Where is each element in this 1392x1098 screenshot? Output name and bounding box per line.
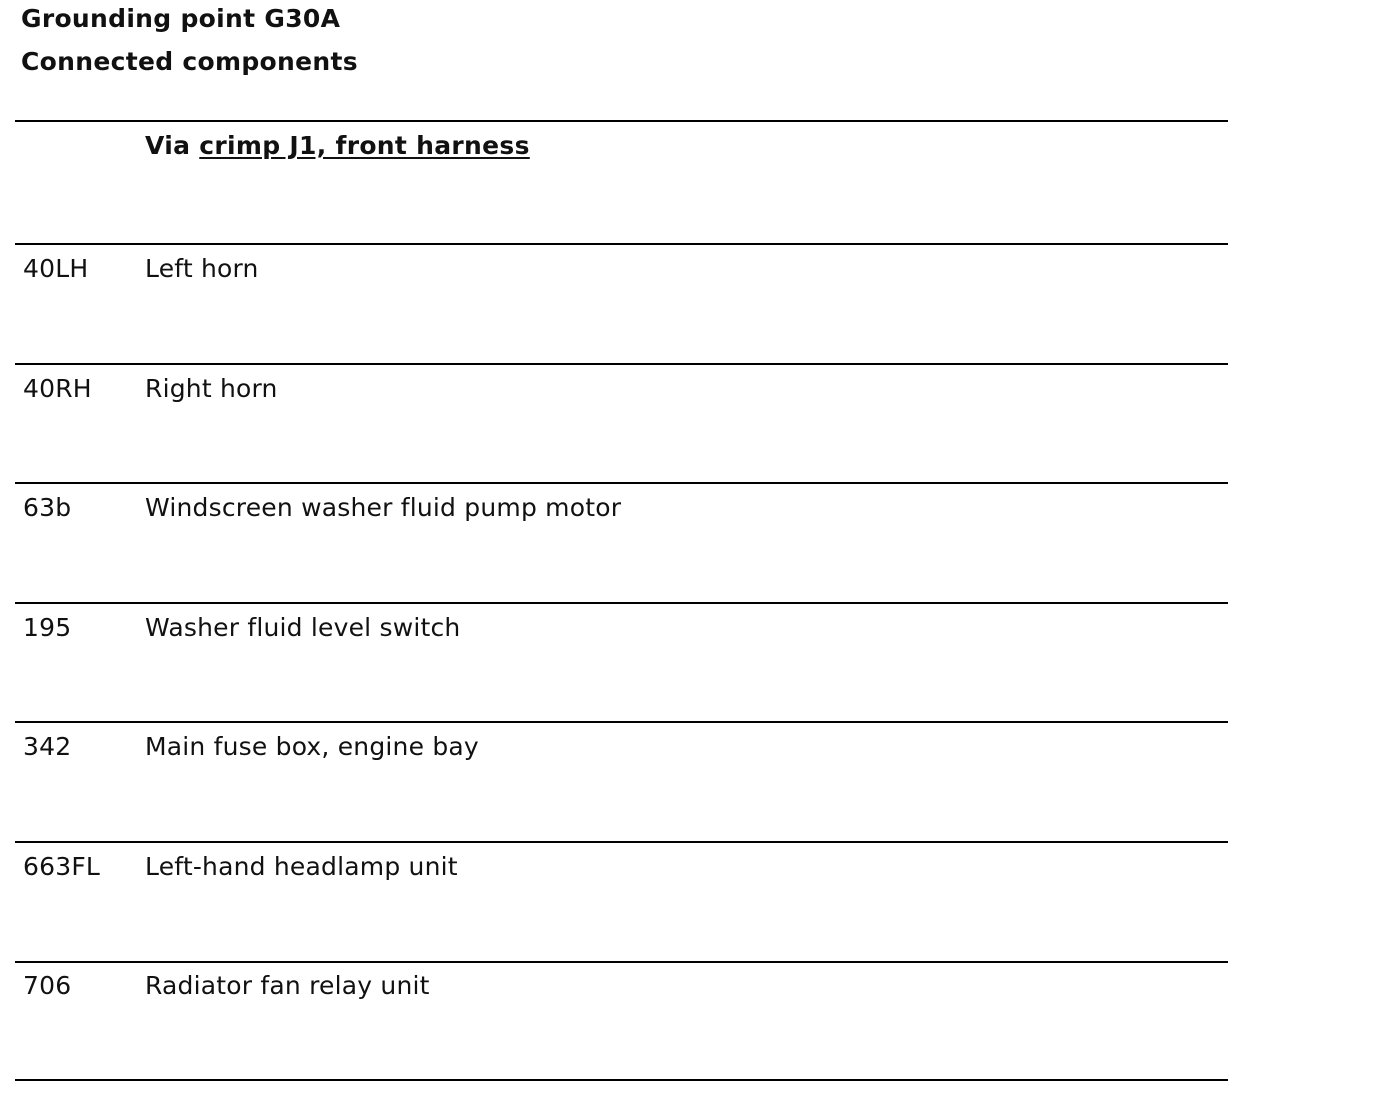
row-code-40lh: 40LH	[23, 254, 89, 283]
row-divider	[15, 602, 1228, 604]
row-code-63b: 63b	[23, 493, 72, 522]
row-code-706: 706	[23, 971, 72, 1000]
row-divider	[15, 721, 1228, 723]
page-subtitle: Connected components	[21, 47, 358, 76]
row-desc-663fl: Left-hand headlamp unit	[145, 852, 458, 881]
row-code-195: 195	[23, 613, 72, 642]
row-desc-706: Radiator fan relay unit	[145, 971, 430, 1000]
row-desc-40lh: Left horn	[145, 254, 259, 283]
row-divider	[15, 841, 1228, 843]
row-divider	[15, 243, 1228, 245]
row-desc-342: Main fuse box, engine bay	[145, 732, 479, 761]
row-divider	[15, 961, 1228, 963]
table-top-rule	[15, 120, 1228, 122]
row-code-342: 342	[23, 732, 72, 761]
table-header	[145, 131, 530, 160]
header-prefix: Via	[145, 131, 200, 160]
page-title: Grounding point G30A	[21, 4, 341, 33]
crimp-j1-link[interactable]: crimp J1, front harness	[199, 131, 530, 160]
row-divider	[15, 363, 1228, 365]
row-code-40rh: 40RH	[23, 374, 92, 403]
row-desc-195: Washer fluid level switch	[145, 613, 461, 642]
table-bottom-rule	[15, 1079, 1228, 1081]
row-code-663fl: 663FL	[23, 852, 101, 881]
row-divider	[15, 482, 1228, 484]
row-desc-40rh: Right horn	[145, 374, 278, 403]
row-desc-63b: Windscreen washer fluid pump motor	[145, 493, 622, 522]
